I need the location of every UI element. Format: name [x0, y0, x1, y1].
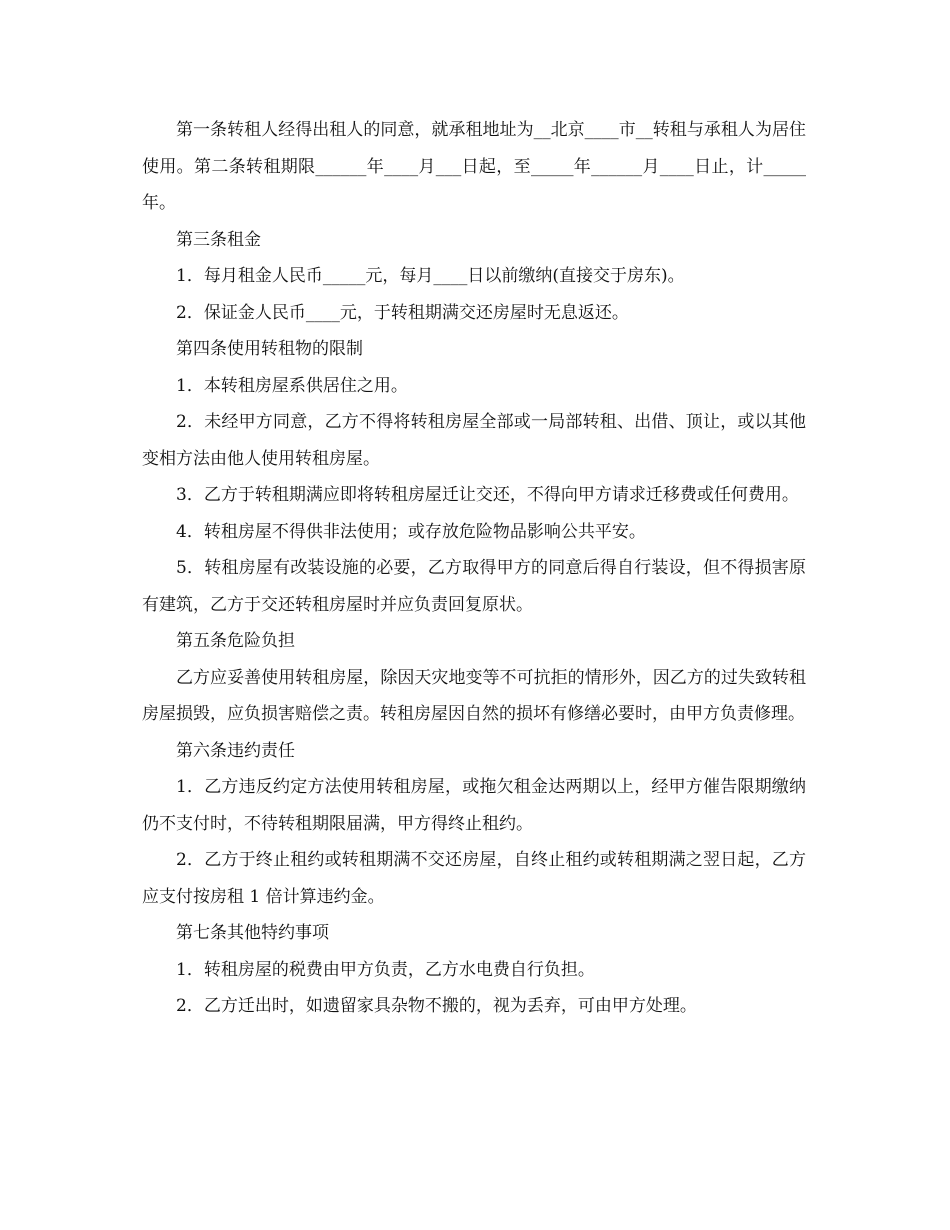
- clause-4-item-3: 3．乙方于转租期满应即将转租房屋迁让交还，不得向甲方请求迁移费或任何费用。: [176, 485, 799, 505]
- clause-4-heading: 第四条使用转租物的限制: [176, 339, 363, 359]
- clause-3-item-1: 1．每月租金人民币_____元，每月____日以前缴纳(直接交于房东)。: [176, 266, 685, 286]
- clause-5-heading: 第五条危险负担: [176, 631, 295, 651]
- clause-6-item-2: 2．乙方于终止租约或转租期满不交还房屋，自终止租约或转租期满之翌日起，乙方应支付按房租 1 倍计算违约金。: [142, 850, 806, 907]
- clause-6-heading: 第六条违约责任: [176, 740, 295, 761]
- clause-3-item-2: 2．保证金人民币____元，于转租期满交还房屋时无息返还。: [176, 302, 629, 323]
- clause-6-item-1: 1．乙方违反约定方法使用转租房屋，或拖欠租金达两期以上，经甲方催告限期缴纳仍不支付时，不待转租期限届满，甲方得终止租约。: [142, 777, 806, 834]
- clause-4-item-2: 2．未经甲方同意，乙方不得将转租房屋全部或一局部转租、出借、顶让，或以其他变相方法由他人使用转租房屋。: [142, 412, 806, 469]
- clause-4-item-1: 1．本转租房屋系供居住之用。: [176, 375, 408, 396]
- clause-7-item-1: 1．转租房屋的税费由甲方负责，乙方水电费自行负担。: [176, 959, 595, 980]
- clause-5-paragraph: 乙方应妥善使用转租房屋，除因天灾地变等不可抗拒的情形外，因乙方的过失致转租房屋损毁，应负损害赔偿之责。转租房屋因自然的损坏有修缮必要时，由甲方负责修理。: [142, 667, 806, 724]
- clause-3-heading: 第三条租金: [176, 229, 261, 250]
- clause-7-heading: 第七条其他特约事项: [176, 923, 329, 943]
- clause-4-item-5: 5．转租房屋有改装设施的必要，乙方取得甲方的同意后得自行装设，但不得损害原有建筑，乙方于交还转租房屋时并应负责回复原状。: [142, 558, 806, 615]
- clause-4-item-4: 4．转租房屋不得供非法使用；或存放危险物品影响公共平安。: [176, 521, 646, 542]
- clause-7-item-2: 2．乙方迁出时，如遗留家具杂物不搬的，视为丢弃，可由甲方处理。: [176, 996, 697, 1016]
- document-page: [142, 112, 806, 1025]
- clause-1-2-paragraph: 第一条转租人经得出租人的同意，就承租地址为__北京____市__转租与承租人为居住使用。第二条转租期限______年____月___日起，至_____年______月____日止，计_____年。: [142, 120, 806, 213]
